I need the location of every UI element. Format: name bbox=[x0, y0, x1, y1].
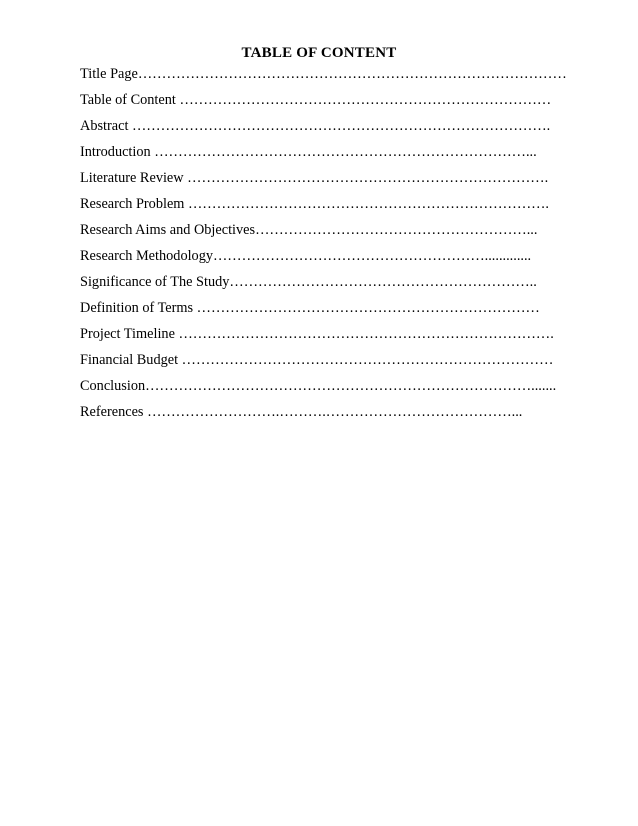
toc-entry-table-of-content: Table of Content …………………………………………………………………… bbox=[80, 92, 552, 108]
toc-entry-financial-budget: Financial Budget …………………………………………………………………… bbox=[80, 352, 554, 368]
toc-entry-research-methodology: Research Methodology…………………………………………………............. bbox=[80, 248, 532, 264]
toc-entry-conclusion: Conclusion………………………………………………………………………....... bbox=[80, 378, 557, 394]
toc-entry-abstract: Abstract ……………………………………………………………………………. bbox=[80, 118, 551, 134]
toc-entry-introduction: Introduction ……………………………………………………………………... bbox=[80, 144, 537, 160]
toc-entry-title-page: Title Page……………………………………………………………………………… bbox=[80, 66, 567, 82]
toc-entry-definition-of-terms: Definition of Terms ……………………………………………………………… bbox=[80, 300, 540, 316]
toc-entry-project-timeline: Project Timeline ……………………………………………………………………. bbox=[80, 326, 554, 342]
toc-entry-literature-review: Literature Review …………………………………………………………………. bbox=[80, 170, 549, 186]
toc-entry-research-aims: Research Aims and Objectives…………………………………………………... bbox=[80, 222, 538, 238]
table-of-contents-list bbox=[80, 63, 570, 427]
toc-entry-research-problem: Research Problem …………………………………………………………………. bbox=[80, 196, 549, 212]
toc-entry-significance: Significance of The Study……………………………………………………….. bbox=[80, 274, 537, 290]
toc-entry-references: References ……………………….……….…………………………………... bbox=[80, 404, 523, 420]
page-title: TABLE OF CONTENT bbox=[241, 45, 397, 61]
